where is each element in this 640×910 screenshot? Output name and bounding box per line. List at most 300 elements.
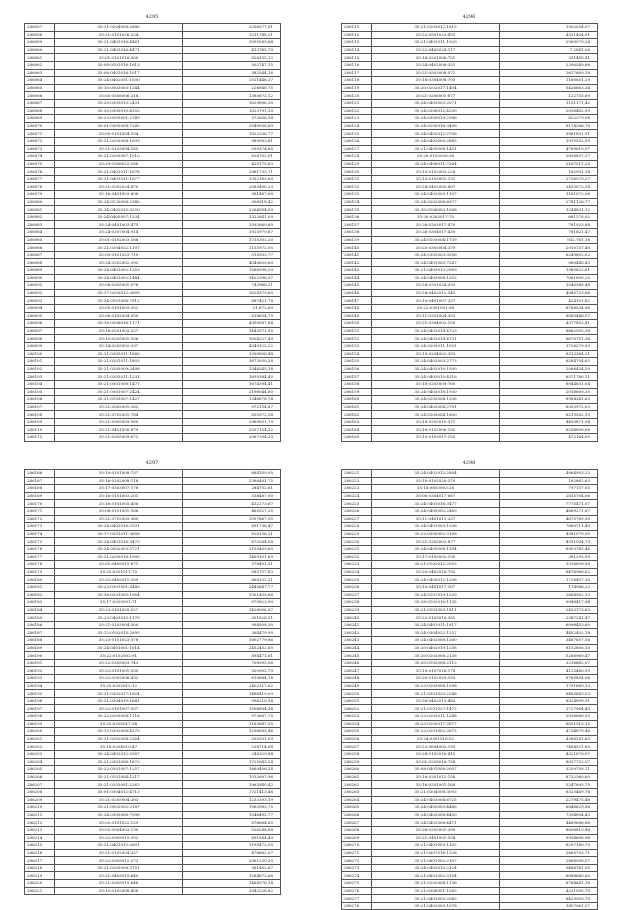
row-id-cell: 286132 (342, 183, 372, 191)
value-cell: 2969831,70 (183, 418, 281, 426)
table-row (25, 267, 281, 275)
value-cell: 2361230,20 (183, 857, 281, 865)
table-row (25, 304, 281, 312)
table-row (342, 591, 598, 599)
cadastral-number-cell: 35:21:0301020:2248 (372, 690, 500, 698)
value-cell: 8944631,04 (500, 380, 598, 388)
table-row (342, 31, 598, 39)
row-id-cell: 286121 (342, 99, 372, 107)
cadastral-number-cell: 35:21:0306001:1065 (372, 887, 500, 895)
row-id-cell: 286078 (25, 183, 55, 191)
value-cell: 1399806,44 (183, 350, 281, 358)
value-cell: 1674394,41 (183, 380, 281, 388)
table-row (342, 629, 598, 637)
value-cell: 1540388,48 (500, 282, 598, 290)
cadastral-number-cell: 35:21:0405006:1451 (372, 145, 500, 153)
value-cell: 687421,78 (183, 297, 281, 305)
table-row (342, 160, 598, 168)
cadastral-number-cell: 35:21:0103004:300 (55, 621, 183, 629)
cadastral-number-cell: 35:08:0401016:1017 (55, 69, 183, 77)
cadastral-number-cell: 35:10:0103017:155 (372, 434, 500, 442)
table-row (342, 826, 598, 834)
value-cell: 2264954,09 (183, 206, 281, 214)
value-cell: 980448,43 (500, 259, 598, 267)
row-id-cell: 286098 (25, 335, 55, 343)
value-cell: 891738,47 (183, 523, 281, 531)
row-id-cell: 286102 (25, 365, 55, 373)
value-cell: 1301409,66 (183, 591, 281, 599)
table-row (342, 583, 598, 591)
value-cell: 425175,63 (183, 160, 281, 168)
cadastral-number-cell: 35:20:0102008:2113 (372, 659, 500, 667)
row-id-cell: 286271 (342, 849, 372, 857)
table-row (25, 697, 281, 705)
cadastral-number-cell: 35:20:0402019:1258 (372, 644, 500, 652)
cadastral-number-cell: 35:01:0304012:4713 (55, 788, 183, 796)
value-cell: 2781126,77 (500, 198, 598, 206)
row-id-cell: 286221 (25, 887, 55, 895)
value-cell: 301626,31 (183, 614, 281, 622)
cadastral-number-cell: 35:21:0205009:2498 (55, 365, 183, 373)
table-row (342, 880, 598, 888)
cadastral-number-cell: 35:22:0305003:743 (55, 659, 183, 667)
cadastral-number-cell: 35:21:0202004:2264 (55, 735, 183, 743)
page-number: 4297 (145, 460, 159, 466)
value-cell: 1004227,49 (183, 335, 281, 343)
table-row (25, 682, 281, 690)
value-cell: 4789610,97 (500, 145, 598, 153)
row-id-cell: 286070 (25, 122, 55, 130)
row-id-cell: 286081 (25, 206, 55, 214)
value-cell: 1284672,68 (183, 872, 281, 880)
table-row (342, 388, 598, 396)
value-cell: 6848629,86 (500, 804, 598, 812)
value-cell: 3727964,40 (500, 705, 598, 713)
cadastral-number-cell: 35:21:0801002:3154 (372, 872, 500, 880)
row-id-cell: 286188 (25, 637, 55, 645)
cadastral-number-cell: 35:24:0309019:2386 (372, 115, 500, 123)
value-cell: 1211748,21 (183, 31, 281, 39)
row-id-cell: 286182 (25, 591, 55, 599)
value-cell: 2736579,27 (500, 175, 598, 183)
row-id-cell: 286206 (25, 773, 55, 781)
row-id-cell: 286220 (25, 880, 55, 888)
cadastral-number-cell: 35:21:0205016:1900 (55, 553, 183, 561)
row-id-cell: 286119 (342, 84, 372, 92)
table-row (25, 788, 281, 796)
row-id-cell: 286139 (342, 236, 372, 244)
value-cell: 8429950,75 (500, 895, 598, 903)
row-id-cell: 286240 (342, 614, 372, 622)
row-id-cell: 286164 (342, 426, 372, 434)
cadastral-number-cell: 35:10:0503003:1244 (55, 84, 183, 92)
table-row (342, 553, 598, 561)
cadastral-number-cell: 35:24:0403014:4723 (372, 327, 500, 335)
cadastral-number-cell: 35:24:0402012:2706 (372, 130, 500, 138)
value-cell: 1155972,95 (183, 244, 281, 252)
row-id-cell: 286184 (25, 606, 55, 614)
value-cell: 6785894,06 (500, 675, 598, 683)
value-cell: 2433173,63 (500, 606, 598, 614)
value-cell: 6988640,69 (500, 872, 598, 880)
value-cell: 781925,68 (500, 221, 598, 229)
value-cell: 4964993,23 (500, 470, 598, 478)
row-id-cell: 286061 (25, 54, 55, 62)
table-row (342, 77, 598, 85)
value-cell: 6996453,60 (500, 621, 598, 629)
row-id-cell: 286196 (25, 697, 55, 705)
cadastral-number-cell: 35:21:0305015:648 (55, 880, 183, 888)
value-cell: 2838837,37 (500, 153, 598, 161)
row-id-cell: 286124 (342, 122, 372, 130)
row-id-cell: 286187 (25, 629, 55, 637)
cadastral-number-cell: 35:23:0203006:1598 (372, 682, 500, 690)
table-row (25, 244, 281, 252)
cadastral-number-cell: 35:24:0203004:1800 (372, 411, 500, 419)
value-cell: 797157,05 (500, 485, 598, 493)
table-row (342, 122, 598, 130)
table-row (25, 515, 281, 523)
value-cell: 8937752,07 (500, 758, 598, 766)
cadastral-number-cell: 35:16:0101005:456 (55, 500, 183, 508)
value-cell: 1669406,14 (183, 766, 281, 774)
table-row (342, 282, 598, 290)
cadastral-number-cell: 35:21:0205004:283 (55, 796, 183, 804)
cadastral-number-cell: 35:21:0101003:1811 (372, 606, 500, 614)
row-id-cell: 286212 (25, 819, 55, 827)
row-id-cell: 286079 (25, 191, 55, 199)
table-row (342, 304, 598, 312)
row-id-cell: 286230 (342, 538, 372, 546)
value-cell: 502747,15 (183, 61, 281, 69)
table-row (342, 788, 598, 796)
value-cell: 1802779,86 (183, 637, 281, 645)
cadastral-number-cell: 35:10:0401017:107 (372, 583, 500, 591)
table-row (342, 637, 598, 645)
value-cell: 1915552,59 (500, 137, 598, 145)
table-row (342, 758, 598, 766)
table-row (342, 735, 598, 743)
table-row (25, 492, 281, 500)
cadastral-number-cell: 35:24:0305006:7096 (55, 811, 183, 819)
value-cell: 8324899,91 (500, 697, 598, 705)
table-row (342, 69, 598, 77)
value-cell: 1735302,20 (183, 236, 281, 244)
cadastral-number-cell: 35:22:0305002:3108 (372, 530, 500, 538)
cadastral-number-cell: 35:23:0403015:1170 (55, 614, 183, 622)
table-row (342, 523, 598, 531)
value-cell: 619884,76 (183, 675, 281, 683)
row-id-cell: 286112 (342, 31, 372, 39)
table-row (342, 39, 598, 47)
table-row (342, 24, 598, 32)
cadastral-number-cell: 35:21:0305011:1880 (55, 350, 183, 358)
row-id-cell: 286208 (25, 788, 55, 796)
cadastral-number-cell: 35:08:0401008:2007 (372, 766, 500, 774)
table-row (342, 872, 598, 880)
value-cell: 1751889,13 (500, 682, 598, 690)
row-id-cell: 286160 (342, 396, 372, 404)
cadastral-number-cell: 35:24:0402004:2791 (372, 403, 500, 411)
cadastral-number-cell: 35:21:0103004:185 (55, 145, 183, 153)
row-id-cell: 286237 (342, 591, 372, 599)
row-id-cell: 286105 (25, 388, 55, 396)
value-cell: 3726279,93 (500, 342, 598, 350)
cadastral-number-cell: 35:24:0205018:3496 (372, 122, 500, 130)
value-cell: 6393972,03 (500, 403, 598, 411)
cadastral-number-cell: 35:05:0508006:316 (55, 92, 183, 100)
row-id-cell: 286095 (25, 312, 55, 320)
table-row (25, 583, 281, 591)
cadastral-number-cell: 35:29:0306022:168 (55, 160, 183, 168)
value-cell: 182991,18 (500, 168, 598, 176)
table-row (342, 743, 598, 751)
table-row (25, 880, 281, 888)
value-cell: 1469101,69 (183, 553, 281, 561)
table-row (342, 675, 598, 683)
table-row (25, 289, 281, 297)
row-id-cell: 286074 (25, 153, 55, 161)
cadastral-number-cell: 35:21:0203008:3751 (55, 864, 183, 872)
row-id-cell: 286241 (342, 621, 372, 629)
table-row (25, 312, 281, 320)
table-row (342, 470, 598, 478)
value-cell: 1151171,42 (500, 99, 598, 107)
cadastral-number-cell: 35:24:0201024:392 (372, 282, 500, 290)
cadastral-number-cell: 35:21:0401013:2601 (55, 842, 183, 850)
table-row (25, 39, 281, 47)
cadastral-number-cell: 35:24:0105004:1739 (372, 236, 500, 244)
cadastral-number-cell: 35:12:0102015:2895 (55, 629, 183, 637)
table-row (25, 153, 281, 161)
table-row (25, 728, 281, 736)
row-id-cell: 286155 (342, 358, 372, 366)
row-id-cell: 286204 (25, 758, 55, 766)
table-row (25, 773, 281, 781)
value-cell: 9948417,94 (500, 599, 598, 607)
table-row (25, 545, 281, 553)
row-id-cell: 286085 (25, 236, 55, 244)
cadastral-number-cell: 35:23:0101023:378 (55, 637, 183, 645)
value-cell: 174946,23 (500, 583, 598, 591)
cadastral-number-cell: 35:21:0304008:3093 (372, 788, 500, 796)
value-cell: 226948,75 (183, 84, 281, 92)
table-row (25, 297, 281, 305)
table-row (25, 553, 281, 561)
row-id-cell: 286118 (342, 77, 372, 85)
value-cell: 822279,08 (500, 115, 598, 123)
row-id-cell: 286277 (342, 895, 372, 903)
value-cell: 2567394,23 (183, 434, 281, 442)
cadastral-number-cell: 35:10:0102003:228 (372, 168, 500, 176)
value-cell: 21,872,69 (183, 304, 281, 312)
cadastral-number-cell: 35:20:0203017:70 (372, 213, 500, 221)
table-row (342, 599, 598, 607)
table-row (25, 477, 281, 485)
cadastral-number-cell: 35:21:0401016:4471 (55, 46, 183, 54)
cadastral-number-cell: 35:22:0405024:117 (372, 46, 500, 54)
row-id-cell: 286168 (25, 485, 55, 493)
cadastral-number-cell: 35:24:0402008:4400 (372, 811, 500, 819)
value-cell: 526248,88 (183, 826, 281, 834)
value-cell: 2537154,22 (183, 426, 281, 434)
value-cell: 372636,54 (183, 115, 281, 123)
cadastral-number-cell: 35:19:0204002:353 (372, 350, 500, 358)
table-row (342, 652, 598, 660)
table-row (25, 61, 281, 69)
value-cell: 920902,79 (183, 667, 281, 675)
table-row (342, 175, 598, 183)
cadastral-number-cell: 35:28:0102010:1135 (372, 599, 500, 607)
row-id-cell: 286214 (25, 834, 55, 842)
table-row (25, 335, 281, 343)
table-row (25, 804, 281, 812)
cadastral-number-cell: 35:22:0302006:432 (55, 675, 183, 683)
value-cell: 1055585,64 (183, 39, 281, 47)
value-cell: 1023791,30 (183, 107, 281, 115)
row-id-cell: 286239 (342, 606, 372, 614)
cadastral-number-cell: 35:21:0102012:2055 (372, 561, 500, 569)
table-row (342, 426, 598, 434)
row-id-cell: 286256 (342, 735, 372, 743)
row-id-cell: 286180 (25, 576, 55, 584)
cadastral-number-cell: 35:24:0402016:3331 (55, 523, 183, 531)
cadastral-number-cell: 35:24:0403010:4316 (372, 373, 500, 381)
table-row (25, 819, 281, 827)
cadastral-number-cell: 35:17:0201011:3658 (55, 530, 183, 538)
table-row (25, 796, 281, 804)
value-cell: 1296685,46 (183, 728, 281, 736)
table-row (25, 690, 281, 698)
value-cell: 989063,61 (183, 137, 281, 145)
value-cell: 894471,61 (183, 652, 281, 660)
cadastral-number-cell: 35:02:0504003:130 (55, 826, 183, 834)
table-row (342, 819, 598, 827)
row-id-cell: 286115 (342, 54, 372, 62)
cadastral-number-cell: 35:24:0502003:5721 (55, 545, 183, 553)
row-id-cell: 286198 (25, 713, 55, 721)
cadastral-number-cell: 35:22:0101007:507 (55, 705, 183, 713)
cadastral-number-cell: 35:16:0201005:1964 (55, 591, 183, 599)
value-cell: 1385622,61 (500, 267, 598, 275)
value-cell: 382544,16 (183, 69, 281, 77)
table-row (25, 221, 281, 229)
cadastral-number-cell: 35:08:0305001:578 (55, 282, 183, 290)
cadastral-number-cell: 35:21:0302017:1824 (55, 690, 183, 698)
cadastral-number-cell: 35:24:0101006:7912 (55, 297, 183, 305)
cadastral-number-cell: 35:21:0304002:150 (372, 320, 500, 328)
row-id-cell: 286257 (342, 743, 372, 751)
row-id-cell: 286191 (25, 659, 55, 667)
row-id-cell: 286072 (25, 137, 55, 145)
cadastral-number-cell: 35:05:0101023:710 (55, 251, 183, 259)
cadastral-number-cell: 35:24:0202008:6977 (372, 198, 500, 206)
cadastre-table (341, 23, 598, 442)
row-id-cell: 286264 (342, 796, 372, 804)
cadastral-number-cell: 35:21:0702003:380 (55, 515, 183, 523)
table-row (25, 92, 281, 100)
cadastral-number-cell: 35:21:0305009:672 (55, 434, 183, 442)
table-row (25, 84, 281, 92)
cadastre-table (24, 23, 281, 442)
cadastral-number-cell: 35:17:0203012:3605 (55, 289, 183, 297)
value-cell: 6174286,78 (500, 122, 598, 130)
table-row (342, 500, 598, 508)
row-id-cell: 286215 (25, 842, 55, 850)
value-cell: 585757,83 (183, 568, 281, 576)
row-id-cell: 286156 (342, 365, 372, 373)
cadastral-number-cell: 35:08:0101016:1613 (55, 61, 183, 69)
cadastral-number-cell: 35:22:0402011:169 (55, 576, 183, 584)
table-row (25, 743, 281, 751)
row-id-cell: 286143 (342, 267, 372, 275)
table-row (342, 667, 598, 675)
table-row (25, 365, 281, 373)
value-cell: 2617869,18 (500, 69, 598, 77)
row-id-cell: 286178 (25, 561, 55, 569)
row-id-cell: 286192 (25, 667, 55, 675)
table-row (342, 327, 598, 335)
table-row (25, 538, 281, 546)
row-id-cell: 286167 (25, 477, 55, 485)
cadastral-number-cell: 35:21:0201011:1803 (55, 358, 183, 366)
table-row (25, 766, 281, 774)
cadastral-number-cell: 35:16:0101003:201 (55, 492, 183, 500)
row-id-cell: 286064 (25, 77, 55, 85)
value-cell: 1422396,97 (183, 274, 281, 282)
table-row (342, 206, 598, 214)
cadastral-number-cell: 35:20:0202017:1404 (372, 84, 500, 92)
row-id-cell: 286278 (342, 902, 372, 910)
value-cell: 378491,51 (183, 561, 281, 569)
row-id-cell: 286175 (25, 538, 55, 546)
value-cell: 972154,87 (183, 403, 281, 411)
value-cell: 5247695,75 (500, 781, 598, 789)
cadastral-number-cell: 35:24:0304022:1257 (372, 629, 500, 637)
cadastral-number-cell: 35:10:0107016:178 (372, 667, 500, 675)
cadastral-number-cell: 35:11:0201004:303 (372, 312, 500, 320)
value-cell: 1506894,34 (183, 705, 281, 713)
table-row (25, 614, 281, 622)
cadastral-number-cell: 35:16:0202008:118 (55, 477, 183, 485)
row-id-cell: 286158 (342, 380, 372, 388)
value-cell: 5961891,91 (500, 130, 598, 138)
table-row (25, 629, 281, 637)
table-row (25, 99, 281, 107)
value-cell: 4945725,66 (500, 289, 598, 297)
table-row (25, 561, 281, 569)
row-id-cell: 286111 (25, 434, 55, 442)
row-id-cell: 286272 (342, 857, 372, 865)
value-cell: 248329,84 (183, 750, 281, 758)
row-id-cell: 286101 (25, 358, 55, 366)
row-id-cell: 286163 (342, 418, 372, 426)
row-id-cell: 286248 (342, 675, 372, 683)
row-id-cell: 286125 (342, 130, 372, 138)
row-id-cell: 286172 (25, 515, 55, 523)
table-row (25, 621, 281, 629)
row-id-cell: 286266 (342, 811, 372, 819)
cadastral-number-cell: 35:21:0102004:327 (55, 849, 183, 857)
table-row (25, 659, 281, 667)
value-cell: 781621,47 (500, 229, 598, 237)
table-row (25, 887, 281, 895)
page-4298 (341, 458, 597, 910)
cadastral-number-cell: 35:11:0401013:257 (372, 515, 500, 523)
value-cell: 1244831,12 (500, 206, 598, 214)
value-cell: 1160651,29 (500, 77, 598, 85)
value-cell: 2540936,69 (183, 122, 281, 130)
